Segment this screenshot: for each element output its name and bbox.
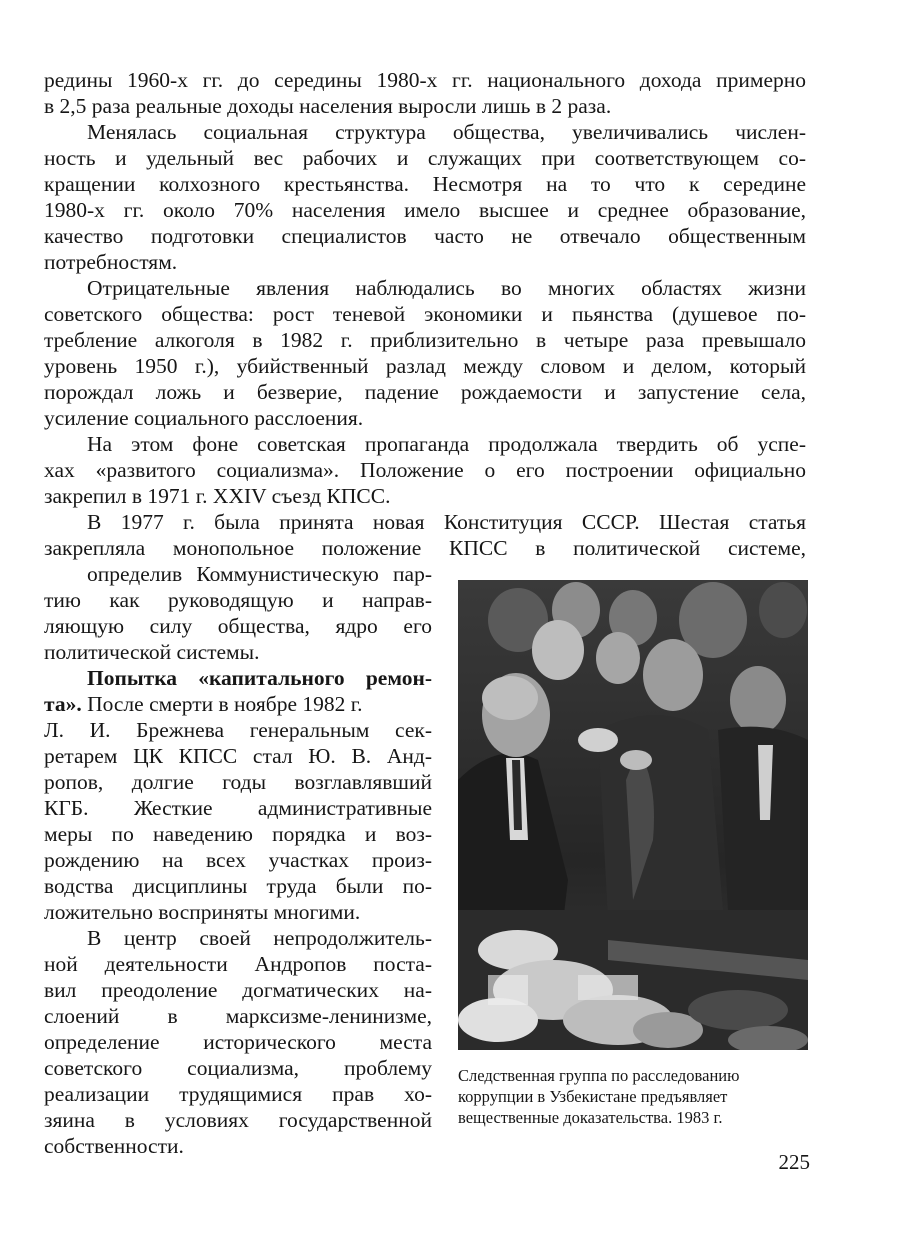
page-number: 225	[778, 1150, 810, 1174]
text-line: закрепил в 1971 г. XXIV съезд КПСС.	[44, 484, 391, 508]
text-line: В центр своей непродолжитель-	[87, 926, 432, 950]
text-line: В 1977 г. была принята новая Конституция СССР. Шестая статья	[87, 510, 806, 534]
text-line: Л. И. Брежнева генеральным сек-	[44, 718, 432, 742]
text-line: потребностям.	[44, 250, 178, 274]
text-line: рождению на всех участках произ-	[44, 848, 432, 872]
text-line: На этом фоне советская пропаганда продолжала твердить об успе-	[87, 432, 806, 456]
text-line: требление алкоголя в 1982 г. приблизительно в четыре раза превышало	[44, 328, 806, 352]
text-line: порождал ложь и безверие, падение рождаемости и запустение села,	[44, 380, 806, 404]
text-line: меры по наведению порядка и воз-	[44, 822, 432, 846]
text-line: политической системы.	[44, 640, 260, 664]
text-line: уровень 1950 г.), убийственный разлад между словом и делом, который	[44, 354, 806, 378]
section-heading-end: та».	[44, 692, 82, 716]
text-line: хах «развитого социализма». Положение о его построении официально	[44, 458, 806, 482]
text-line: в 2,5 раза реальные доходы населения выросли лишь в 2 раза.	[44, 94, 612, 118]
text-line: тию как руководящую и направ-	[44, 588, 432, 612]
text-line: собственности.	[44, 1134, 184, 1158]
text-line: определение исторического места	[44, 1030, 432, 1054]
text-line: ность и удельный вес рабочих и служащих при соответствующем со-	[44, 146, 806, 170]
photo-caption-line: коррупции в Узбекистане предъявляет	[458, 1087, 728, 1106]
text-line: вил преодоление догматических на-	[44, 978, 432, 1002]
text-line: усиление социального расслоения.	[44, 406, 364, 430]
text-line: ретарем ЦК КПСС стал Ю. В. Анд-	[44, 744, 432, 768]
text-line: определив Коммунистическую пар-	[87, 562, 432, 586]
text-line: редины 1960-х гг. до середины 1980-х гг. национального дохода примерно	[44, 68, 806, 92]
text-line: Отрицательные явления наблюдались во многих областях жизни	[87, 276, 806, 300]
section-heading: Попытка «капитального ремон-	[87, 666, 432, 690]
text-line: ной деятельности Андропов поста-	[44, 952, 432, 976]
text-line: водства дисциплины труда были по-	[44, 874, 432, 898]
historical-photo	[458, 580, 808, 1050]
text-line: 1980-х гг. около 70% населения имело высшее и среднее образование,	[44, 198, 806, 222]
text-line: ложительно восприняты многими.	[44, 900, 361, 924]
text-line: советского социализма, проблему	[44, 1056, 432, 1080]
text-line: зяина в условиях государственной	[44, 1108, 432, 1132]
text-line: Менялась социальная структура общества, увеличивались числен-	[87, 120, 806, 144]
text-line: кращении колхозного крестьянства. Несмотря на то что к середине	[44, 172, 806, 196]
photo-caption-line: вещественные доказательства. 1983 г.	[458, 1108, 723, 1127]
text-run: После смерти в ноябре 1982 г.	[81, 692, 363, 716]
text-line: реализации трудящимися прав хо-	[44, 1082, 432, 1106]
text-line: ропов, долгие годы возглавлявший	[44, 770, 432, 794]
text-line: слоений в марксизме-ленинизме,	[44, 1004, 432, 1028]
photo-caption-line: Следственная группа по расследованию	[458, 1066, 740, 1085]
text-line: КГБ. Жесткие административные	[44, 796, 432, 820]
text-line: закрепляла монопольное положение КПСС в политической системе,	[44, 536, 806, 560]
text-line: советского общества: рост теневой экономики и пьянства (душевое по-	[44, 302, 806, 326]
text-line	[44, 692, 432, 717]
text-line: качество подготовки специалистов часто не отвечало общественным	[44, 224, 806, 248]
text-line: ляющую силу общества, ядро его	[44, 614, 432, 638]
